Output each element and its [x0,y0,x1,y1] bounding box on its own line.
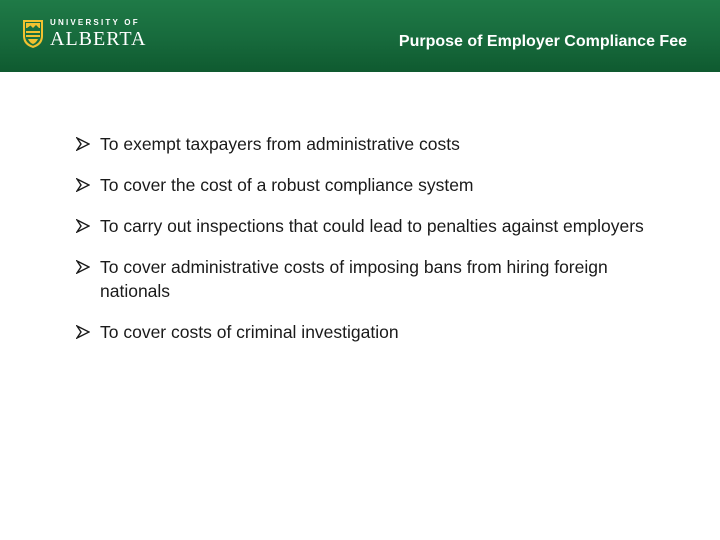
arrowhead-icon [76,219,90,233]
arrowhead-icon [76,325,90,339]
slide-header [0,0,720,72]
logo-main-line: ALBERTA [50,28,147,50]
bullet-item [76,173,656,197]
bullet-item [76,214,656,238]
university-crest-icon [22,19,44,49]
arrowhead-icon [76,260,90,274]
university-logo [22,19,146,49]
arrowhead-icon [76,137,90,151]
logo-top-line: UNIVERSITY OF [50,18,140,27]
bullet-item [76,255,656,303]
bullet-text: To cover costs of criminal investigation [100,322,399,342]
bullet-item [76,320,656,344]
logo-wordmark [50,19,146,49]
bullet-list [76,132,656,361]
bullet-text: To carry out inspections that could lead to penalties against employers [100,216,644,236]
bullet-item [76,132,656,156]
bullet-text: To cover the cost of a robust compliance system [100,175,474,195]
arrowhead-icon [76,178,90,192]
bullet-text: To cover administrative costs of imposing bans from hiring foreign nationals [100,257,608,301]
bullet-text: To exempt taxpayers from administrative costs [100,134,460,154]
slide-title: Purpose of Employer Compliance Fee [398,33,687,50]
